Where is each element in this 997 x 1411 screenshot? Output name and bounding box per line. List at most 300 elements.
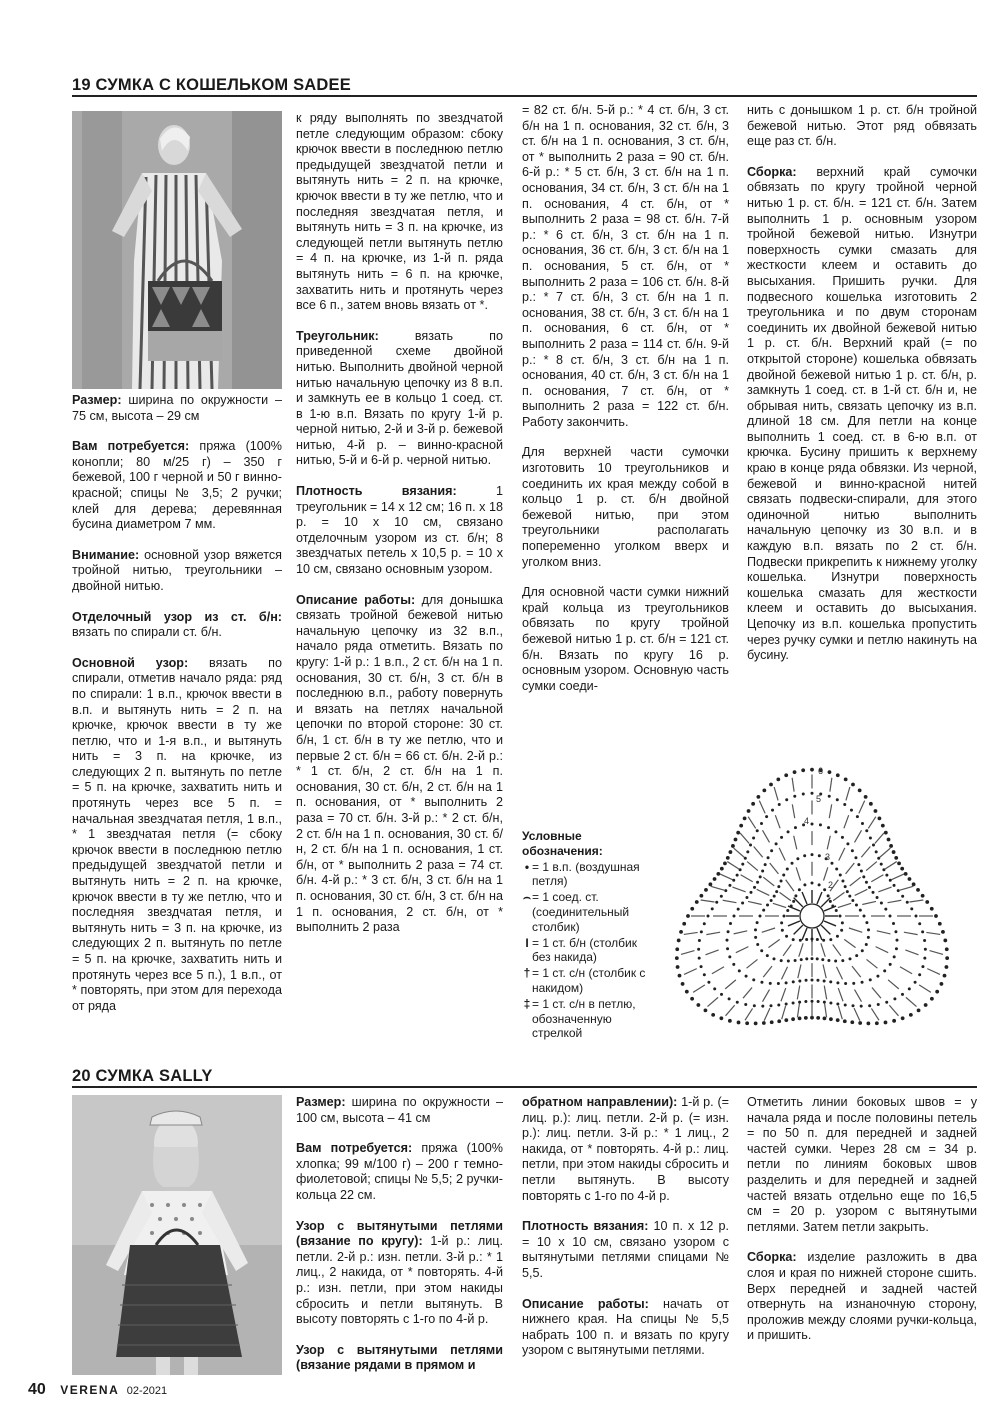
stitch-spoke (788, 906, 800, 911)
triangle-crochet-diagram (672, 758, 962, 1043)
chain-dot (811, 822, 814, 825)
legend-item: ‡ = 1 ст. с/н в петлю, обозначенную стрелкой (523, 996, 636, 1041)
chain-dot (777, 1004, 780, 1007)
chain-dot (846, 890, 849, 893)
side-seams-paragraph: Отметить линии боковых швов = у начала ряда и после половины петель = по 50 п. для передней и задней частей сумки. Через 28 см = 34 р. петли по линиям боковых швов разделить и для передней и задней частей вязать отдельно еще по 16,5 см = 20 р. узором с вытянутыми петлями. Затем петли закрыть. (747, 1095, 977, 1234)
stitch-tick (906, 997, 917, 1006)
chain-dot (769, 783, 773, 787)
chain-dot (945, 947, 949, 951)
stitch-tick (926, 932, 940, 934)
chain-dot (695, 900, 699, 904)
chain-dot (901, 895, 904, 898)
chain-dot (816, 938, 819, 941)
chain-dot (893, 955, 896, 958)
chain-dot (798, 1001, 801, 1004)
chain-dot (918, 973, 921, 976)
chain-dot (675, 956, 679, 960)
main-pattern-paragraph: Основной узор: вязать по спирали, отметив начало ряда: ряд по спирали: 1 в.п., крючок ввести в в.п. и вытянуть нить = 2 п. на крючке, крючок ввести в ту же петлю, что и 1-я в.п., и вытянуть нить = 3 п. на крючке, из следующих 2 п. вытянуть по петле = 5 п. на крючке, захватить нить и протянуть через все 5 п. = начальная звездчатая петля, 1 в.п., * 1 звездчатая петля (= сбоку крючок ввести в последнюю петлю предыдущей звездчатой петли и вытянуть нить = 2 п. на крючке, крючок ввести в ту же петлю, что и последняя звездчатая петля, и вытянуть нить = 3 п. на крючке, из следующих 2 п. вытянуть по петле = 5 п. на крючке, захватить нить и протянуть через все 5 п.), 1 в.п., от * повторять, при этом для перехода от ряда (72, 655, 282, 1013)
chain-stitch-icon: • (524, 859, 530, 874)
chain-dot (872, 844, 875, 847)
stitch-tick (725, 980, 736, 989)
chain-dot (711, 1013, 715, 1017)
chain-dot (863, 915, 866, 918)
chain-dot (703, 922, 706, 925)
stitch-tick (763, 966, 772, 977)
chain-dot (676, 965, 680, 969)
section-20-rule (72, 1086, 977, 1088)
chain-dot (917, 1009, 921, 1013)
chain-dot (698, 957, 701, 960)
stitch-tick (779, 848, 785, 861)
stitch-spoke (788, 921, 800, 926)
chain-dot (686, 914, 690, 918)
stitch-tick (708, 997, 719, 1006)
chain-dot (724, 889, 727, 892)
stitch-tick (743, 987, 752, 998)
chain-dot (850, 1020, 854, 1024)
chain-dot (874, 809, 878, 813)
stitch-tick (919, 985, 931, 993)
chain-dot (736, 1001, 739, 1004)
stitch-tick (741, 875, 753, 882)
row-pattern-paragraph: обратном направлении): 1-й р. (= лиц. р.): лиц. петли. 2-й р. (= изн. р.): лиц. петли. 3-й р.: * 1 лиц., 2 накида, от * повторять. 4-й р.: лиц. петли, при этом накиды сбросить и петли вытянуть. В высоту повторять с 1-го по 4-й р. (522, 1095, 729, 1203)
chain-dot (855, 904, 858, 907)
chain-dot (786, 909, 789, 912)
attention-paragraph: Внимание: основной узор вяжется тройной нитью, треугольники – двойной нитью. (72, 547, 282, 593)
chain-dot (802, 793, 805, 796)
section-20-column-3 (522, 1095, 729, 1381)
chain-dot (737, 1021, 741, 1025)
stitch-tick (775, 815, 780, 828)
chain-dot (738, 969, 741, 972)
section-19-column-3 (522, 103, 729, 753)
stitch-tick (871, 1008, 879, 1020)
double-crochet-arrow-icon: ‡ (523, 996, 531, 1011)
chain-dot (794, 894, 797, 897)
chain-dot (816, 957, 819, 960)
chain-dot (925, 900, 929, 904)
chain-dot (862, 875, 865, 878)
chain-dot (881, 824, 885, 828)
chain-dot (728, 997, 731, 1000)
chain-dot (829, 1001, 832, 1004)
chain-dot (844, 885, 847, 888)
double-crochet-icon: † (523, 966, 531, 981)
chain-dot (857, 863, 860, 866)
chain-dot (780, 921, 783, 924)
chain-dot (704, 1009, 708, 1013)
chain-dot (776, 777, 780, 781)
chain-dot (835, 867, 838, 870)
chain-dot (682, 922, 686, 926)
stitch-spoke (794, 898, 803, 907)
chain-dot (786, 867, 789, 870)
chain-dot (849, 957, 852, 960)
chain-dot (836, 1003, 839, 1006)
stitch-tick (824, 867, 828, 880)
chain-dot (823, 979, 826, 982)
chain-dot (855, 954, 858, 957)
chain-dot (777, 885, 780, 888)
chain-dot (869, 802, 873, 806)
chain-dot (803, 883, 806, 886)
chain-dot (836, 935, 839, 938)
section-20-title: 20 СУМКА SALLY (72, 1067, 213, 1085)
chain-dot (720, 895, 723, 898)
main-pattern-continued: к ряду выполнять по звездчатой петле следующим образом: сбоку крючок ввести в последнюю петлю предыдущей звездчатой петли и вытянуть нить = 2 п. на крючке, крючок ввести в ту же петлю, что и последняя звездчатая петля, и вытянуть нить = 3 п. на крючке, из следующей петли вытянуть петлю = 4 п. на крючке, из 1-й п. ряда вытянуть нить = 6 п. на крючке, захватить нить и протянуть через все 6 п., затем вновь вязать от *. (296, 111, 503, 313)
stitch-tick (754, 847, 763, 858)
chain-dot (816, 979, 819, 982)
legend-item: ⌢ = 1 соед. ст. (соединительный столбик) (523, 890, 630, 934)
chain-dot (728, 1019, 732, 1023)
size-paragraph: Размер: ширина по окружности – 100 см, высота – 41 см (296, 1095, 503, 1125)
chain-dot (823, 888, 826, 891)
chain-dot (770, 1020, 774, 1024)
stitch-tick (850, 877, 861, 886)
chain-dot (893, 884, 896, 887)
chain-dot (841, 921, 844, 924)
chain-dot (901, 993, 904, 996)
chain-dot (749, 891, 752, 894)
chain-dot (896, 939, 899, 942)
stitch-tick (792, 804, 794, 818)
chain-dot (696, 1003, 700, 1007)
stitch-tick (727, 862, 739, 870)
stitch-tick (904, 932, 918, 934)
stitch-spoke (821, 925, 830, 934)
chain-dot (760, 949, 763, 952)
chain-dot (897, 861, 901, 865)
chain-dot (698, 939, 701, 942)
chain-dot (770, 899, 773, 902)
stitch-tick (854, 1008, 860, 1021)
stitch-tick (868, 817, 876, 829)
single-crochet-icon: I (525, 935, 529, 950)
stitch-spoke (817, 892, 822, 904)
chain-dot (784, 1018, 788, 1022)
materials-paragraph: Вам потребуется: пряжа (100% хлопка; 99 м/100 г) – 200 г темно-фиолетовой; спицы № 5,5; 2 ручки-кольца 22 см. (296, 1141, 503, 1202)
stitch-tick (878, 887, 891, 892)
chain-dot (895, 947, 898, 950)
chain-dot (934, 914, 938, 918)
chain-dot (793, 795, 796, 798)
chain-dot (818, 883, 821, 886)
chain-dot (726, 947, 729, 950)
chain-dot (804, 1016, 808, 1020)
stitch-tick (711, 886, 724, 890)
section-20-column-4 (747, 1095, 977, 1381)
stitch-tick (782, 1006, 786, 1019)
chain-dot (775, 890, 778, 893)
chain-dot (811, 957, 814, 960)
chain-dot (816, 1016, 820, 1020)
magazine-name: VERENA (60, 1383, 120, 1397)
chain-dot (823, 1016, 827, 1020)
model-with-bag-photo (72, 111, 282, 389)
stitch-tick (723, 900, 737, 902)
slip-stitch-icon: ⌢ (523, 890, 531, 905)
chain-dot (858, 788, 862, 792)
stitch-spoke (821, 898, 830, 907)
chain-dot (785, 1003, 788, 1006)
stitch-tick (829, 804, 831, 818)
chain-dot (906, 901, 909, 904)
chain-dot (741, 902, 744, 905)
stitch-tick (830, 778, 832, 792)
chain-dot (752, 978, 755, 981)
chain-dot (780, 880, 783, 883)
chain-dot (865, 921, 868, 924)
chain-dot (736, 874, 739, 877)
chain-dot (728, 955, 731, 958)
chain-dot (792, 938, 795, 941)
section-19-column-1 (72, 393, 282, 1058)
round-pattern-paragraph: Узор с вытянутыми петлями (вязание по кругу): 1-й р.: лиц. петли. 2-й р.: изн. петли. 3-й р.: * 1 лиц., 2 накида, от * повторять. 4-й р.: изн. петли, при этом накиды сбросить и петли вытянуть. В высоту повторять с 1-го по 4-й р. (296, 1218, 503, 1327)
chain-dot (844, 777, 848, 781)
chain-dot (921, 894, 925, 898)
stitch-tick (706, 932, 720, 934)
chain-dot (930, 907, 934, 911)
chain-dot (804, 1000, 807, 1003)
chain-dot (785, 981, 788, 984)
chain-dot (727, 930, 730, 933)
chain-dot (868, 886, 871, 889)
chain-dot (798, 1016, 802, 1020)
chain-dot (909, 1013, 913, 1017)
assembly-paragraph: Сборка: верхний край сумочки обвязать по кругу тройной черной нитью 1 р. ст. б/н. = 121 ст. б/н. Затем выполнить 1 р. основным узором тройной бежевой нитью. Изнутри поверхность сумки смазать для жесткости клеем и оставить до высыхания. Пришить ручки. Для подвесного кошелька изготовить 2 треугольника и по двум сторонам соединить их двойной бежевой нитью 1 р. ст. б/н. Верхний край (= по открытой стороне) кошелька обвязать двойной бежевой нитью 1 р. ст. б/н, р. замкнуть 1 соед. ст. в 1-й ст. б/н и, не обрывая нить, связать цепочку из в.п. длиной 18 см. Для петли на конце выполнить 1 соед. ст. в 6-ю в.п. от крючка. Бусину пришить к верхнему краю в конце ряда обвязки. Из черной, бежевой и винно-красной нитей связать подвески-спирали, для этого одиночной нитью выполнить начальную цепочку из 30 в.п. и в каждую в.п. вязать по 2 ст. б/н. Подвески прикрепить к нижнему уголку кошелька. Изнутри поверхность кошелька смазать для жесткости клеем и оставить до высыхания. Цепочку из в.п. кошелька пропустить через ручку сумки и петлю накинуть на бусину. (747, 164, 977, 663)
chain-dot (766, 954, 769, 957)
chain-dot (678, 974, 682, 978)
chain-dot (778, 803, 781, 806)
chain-dot (921, 930, 924, 933)
chain-dot (915, 915, 918, 918)
chain-dot (794, 959, 797, 962)
stitch-tick (684, 932, 698, 934)
stitch-tick (792, 778, 794, 792)
chain-dot (878, 816, 882, 820)
chain-dot (736, 831, 740, 835)
chain-dot (819, 823, 822, 826)
chain-dot (675, 947, 679, 951)
chain-dot (883, 969, 886, 972)
issue-number: 02-2021 (126, 1385, 168, 1397)
chain-dot (782, 874, 785, 877)
legend-item: I = 1 ст. б/н (столбик без накида) (522, 936, 657, 966)
stitch-tick (799, 943, 803, 956)
chain-dot (733, 915, 736, 918)
chain-dot (851, 849, 854, 852)
section-19-column-2 (296, 111, 503, 1058)
chain-dot (685, 990, 689, 994)
chain-dot (852, 1004, 855, 1007)
chain-dot (783, 915, 786, 918)
chain-dot (861, 822, 864, 825)
stitch-tick (844, 815, 849, 828)
stitch-tick (797, 986, 799, 1000)
stitch-tick (846, 787, 850, 800)
chain-dot (747, 809, 751, 813)
chain-dot (823, 1001, 826, 1004)
chain-dot (880, 863, 883, 866)
chain-dot (754, 936, 757, 939)
legend-item: • = 1 в.п. (воздушная петля) (522, 860, 657, 890)
chain-dot (744, 857, 747, 860)
chain-dot (841, 959, 844, 962)
chain-dot (711, 907, 714, 910)
stitch-tick (745, 1008, 753, 1020)
chain-dot (869, 978, 872, 981)
chain-dot (829, 900, 832, 903)
chain-dot (827, 959, 830, 962)
chain-dot (690, 907, 694, 911)
row-label-6: 6 (818, 766, 824, 776)
chain-dot (885, 1001, 888, 1004)
chain-dot (754, 1022, 758, 1026)
chain-dot (875, 1021, 879, 1025)
chain-dot (840, 929, 843, 932)
chain-dot (756, 881, 759, 884)
chain-dot (764, 863, 767, 866)
stitch-tick (763, 877, 774, 886)
stitch-tick (798, 964, 801, 978)
stitch-tick (871, 875, 883, 882)
stitch-tick (900, 886, 913, 890)
page-number: 40 (28, 1381, 46, 1398)
chain-dot (741, 863, 744, 866)
chain-dot (829, 980, 832, 983)
chain-dot (773, 895, 776, 898)
chain-dot (796, 857, 799, 860)
gauge-paragraph: Плотность вязания: 10 п. х 12 р. = 10 х 10 см, связано узором с вытянутыми петлями спицами № 5,5. (522, 1219, 729, 1280)
stitch-tick (821, 943, 825, 956)
chain-dot (811, 881, 814, 884)
chain-dot (707, 915, 710, 918)
chain-dot (713, 987, 716, 990)
stitch-tick (876, 947, 889, 953)
stitch-tick (880, 848, 891, 857)
stitch-tick (781, 988, 786, 1001)
chain-dot (914, 981, 917, 984)
stitch-tick (705, 950, 718, 955)
chain-dot (865, 829, 868, 832)
chain-dot (938, 922, 942, 926)
chain-dot (756, 795, 760, 799)
chain-dot (884, 1021, 888, 1025)
stitch-tick (849, 928, 862, 932)
chain-dot (792, 900, 795, 903)
chain-dot (744, 1003, 747, 1006)
chain-dot (940, 982, 944, 986)
chain-dot (800, 958, 803, 961)
chain-dot (889, 963, 892, 966)
row-pattern-heading: Узор с вытянутыми петлями (вязание рядами в прямом и (296, 1342, 503, 1373)
chain-dot (791, 1017, 795, 1021)
chain-dot (841, 880, 844, 883)
chain-dot (761, 869, 764, 872)
chain-dot (803, 854, 806, 857)
chain-dot (811, 792, 814, 795)
stitch-tick (764, 1008, 770, 1021)
stitch-tick (763, 990, 770, 1002)
chain-dot (843, 803, 846, 806)
stitch-tick (885, 862, 897, 870)
chain-dot (700, 965, 703, 968)
top-part-paragraph: Для верхней части сумочки изготовить 10 треугольников и соединить их края между собой в кольцо 1 р. ст. б/н двойной бежевой нитью, при этом треугольники располагать попеременно уголком вверх и уголком вниз. (522, 445, 729, 569)
chain-dot (725, 939, 728, 942)
chain-dot (777, 982, 780, 985)
chain-dot (756, 921, 759, 924)
section-19-rule (72, 95, 977, 97)
stitch-tick (855, 990, 862, 1002)
chain-dot (850, 809, 853, 812)
stitch-tick (770, 863, 779, 874)
trim-pattern-paragraph: Отделочный узор из ст. б/н: вязать по спирали ст. б/н. (72, 609, 282, 640)
stitch-tick (786, 880, 794, 891)
section-19-title: 19 СУМКА С КОШЕЛЬКОМ SADEE (72, 76, 351, 94)
chain-dot (941, 930, 945, 934)
triangle-paragraph: Треугольник: вязать по приведенной схеме двойной нитью. Выполнить двойной черной нитью начальную цепочку из 8 в.п. и замкнуть ее в кольцо 1 соед. ст. в 1-ю в.п. Вязать по кругу 1-й р. черной нитью, 2-й и 3-й р. бежевой нитью, 4-й р. – винно-красной нитью, 5-й и 6-й р. черной нитью. (296, 328, 503, 468)
chain-dot (811, 978, 814, 981)
chain-dot (829, 938, 832, 941)
chain-dot (700, 930, 703, 933)
stitch-tick (823, 964, 826, 978)
chain-dot (924, 1003, 928, 1007)
chain-dot (753, 886, 756, 889)
chain-dot (852, 982, 855, 985)
chain-dot (765, 815, 768, 818)
chain-dot (770, 849, 773, 852)
chain-dot (861, 981, 864, 984)
chain-dot (916, 888, 920, 892)
stitch-tick (827, 836, 830, 850)
stitch-tick (774, 787, 778, 800)
chain-dot (844, 1004, 847, 1007)
chain-dot (805, 979, 808, 982)
chain-dot (836, 798, 839, 801)
chain-dot (943, 939, 947, 943)
stitch-tick (780, 892, 791, 900)
stitch-tick (836, 967, 842, 980)
chain-dot (817, 1000, 820, 1003)
section-19-column-4 (747, 103, 977, 755)
chain-dot (679, 930, 683, 934)
stitch-tick (794, 836, 797, 850)
stitch-tick (900, 967, 912, 974)
chain-dot (780, 959, 783, 962)
chain-dot (690, 997, 694, 1001)
chain-dot (867, 928, 870, 931)
stitch-tick (720, 874, 733, 880)
chain-dot (935, 990, 939, 994)
chain-dot (945, 956, 949, 960)
stitch-tick (839, 848, 845, 861)
stitch-tick (888, 900, 902, 902)
stitch-tick (781, 967, 787, 980)
section-20-photo (72, 1095, 282, 1375)
chain-dot (923, 939, 926, 942)
stitch-tick (852, 966, 861, 977)
chain-dot (728, 884, 731, 887)
chain-dot (769, 982, 772, 985)
chain-dot (889, 844, 893, 848)
chain-dot (772, 957, 775, 960)
chain-dot (851, 899, 854, 902)
chain-dot (910, 907, 913, 910)
chain-dot (745, 975, 748, 978)
chain-dot (719, 1016, 723, 1020)
chain-dot (766, 904, 769, 907)
chain-dot (756, 943, 759, 946)
